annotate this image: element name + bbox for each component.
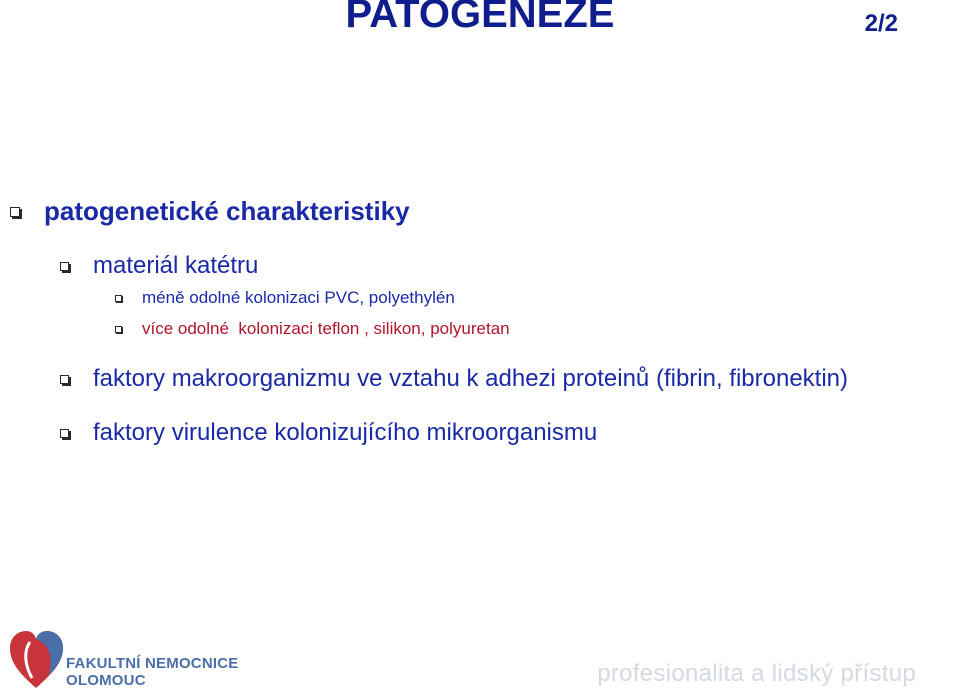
bullet-patogenetic-characteristics (10, 196, 410, 227)
bullet-catheter-material (60, 252, 258, 280)
bullet-text: méně odolné kolonizaci PVC, polyethylén (142, 288, 455, 307)
logo-line-2: OLOMOUC (66, 672, 146, 689)
bullet-text: faktory makroorganizmu ve vztahu k adhezi proteinů (fibrin, fibronektin) (93, 365, 849, 392)
logo-text (66, 655, 238, 689)
bullet-text: faktory virulence kolonizujícího mikroorganismu (93, 419, 598, 446)
checkbox-bullet-icon (60, 262, 69, 271)
bullet-text: více odolné kolonizaci teflon , silikon, polyuretan (142, 319, 510, 338)
bullet-text: materiál katétru (93, 252, 259, 279)
bullet-macroorganism-factors (60, 365, 848, 393)
bullet-less-resistant (115, 288, 455, 308)
checkbox-bullet-icon (10, 207, 20, 217)
checkbox-bullet-icon (115, 295, 122, 302)
checkbox-bullet-icon (60, 375, 69, 384)
bullet-more-resistant (115, 319, 510, 339)
checkbox-bullet-icon (60, 429, 69, 438)
slide-title: PATOGENEZE (345, 0, 615, 36)
page-number: 2/2 (864, 10, 898, 37)
bullet-virulence-factors (60, 419, 597, 447)
bullet-text: patogenetické charakteristiky (44, 196, 410, 226)
checkbox-bullet-icon (115, 326, 122, 333)
footer-slogan: profesionalita a lidský přístup (597, 660, 916, 687)
logo-line-1: FAKULTNÍ NEMOCNICE (66, 655, 239, 672)
